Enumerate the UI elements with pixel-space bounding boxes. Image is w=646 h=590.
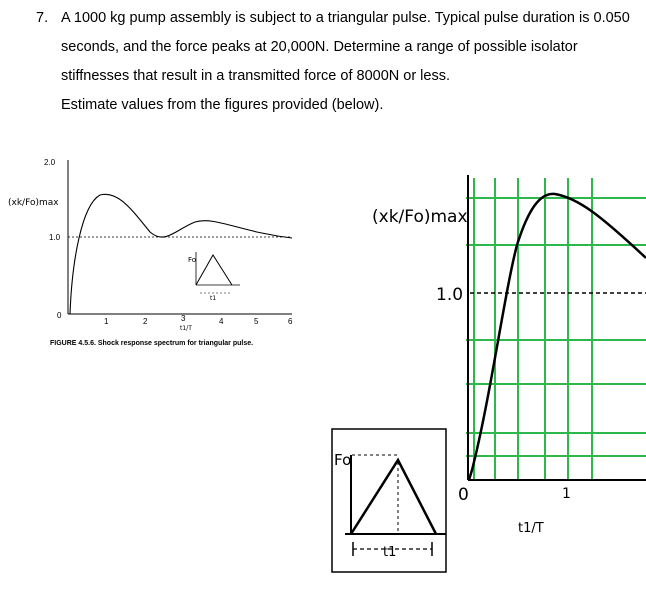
small-xtick-3: 3 bbox=[181, 314, 186, 323]
small-ytick-2: 2.0 bbox=[44, 158, 56, 167]
problem-line-4: Estimate values from the figures provided (below). bbox=[61, 97, 384, 113]
small-spectrum-curve bbox=[70, 194, 292, 314]
small-xtick-6: 6 bbox=[288, 317, 293, 326]
zoom-pulse-fo: Fo bbox=[334, 451, 352, 469]
small-caption: FIGURE 4.5.6. Shock response spectrum for triangular pulse. bbox=[50, 340, 254, 347]
problem-line-2: seconds, and the force peaks at 20,000N. Determine a range of possible isolator bbox=[61, 39, 578, 55]
small-ytick-0: 0 bbox=[57, 311, 62, 320]
problem-number: 7. bbox=[36, 10, 49, 26]
small-xtick-5: 5 bbox=[254, 317, 259, 326]
zoom-xtick-0: 0 bbox=[458, 485, 469, 505]
problem-line-3: stiffnesses that result in a transmitted force of 8000N or less. bbox=[61, 68, 451, 84]
small-xtick-4: 4 bbox=[219, 317, 224, 326]
small-xtick-2: 2 bbox=[143, 317, 148, 326]
small-pulse-triangle bbox=[196, 255, 232, 285]
zoom-pulse-t1: t1 bbox=[383, 545, 397, 560]
small-xlabel: t1/T bbox=[180, 325, 192, 332]
problem-line-1: A 1000 kg pump assembly is subject to a triangular pulse. Typical pulse duration is 0.050 bbox=[61, 10, 630, 26]
small-ytick-1: 1.0 bbox=[49, 233, 61, 242]
zoom-figure bbox=[332, 175, 646, 572]
zoom-grid-horizontal bbox=[466, 198, 646, 456]
small-pulse-fo: Fo bbox=[188, 256, 197, 264]
zoom-ytick-1: 1.0 bbox=[436, 285, 464, 305]
zoom-xtick-1: 1 bbox=[562, 486, 571, 502]
zoom-grid-vertical bbox=[474, 178, 592, 480]
small-xtick-1: 1 bbox=[104, 317, 109, 326]
zoom-ylabel: (xk/Fo)max bbox=[372, 207, 468, 227]
small-ylabel: (xk/Fo)max bbox=[8, 198, 59, 208]
small-pulse-t1: t1 bbox=[210, 295, 217, 302]
zoom-xlabel: t1/T bbox=[518, 521, 544, 536]
small-figure bbox=[8, 158, 293, 347]
